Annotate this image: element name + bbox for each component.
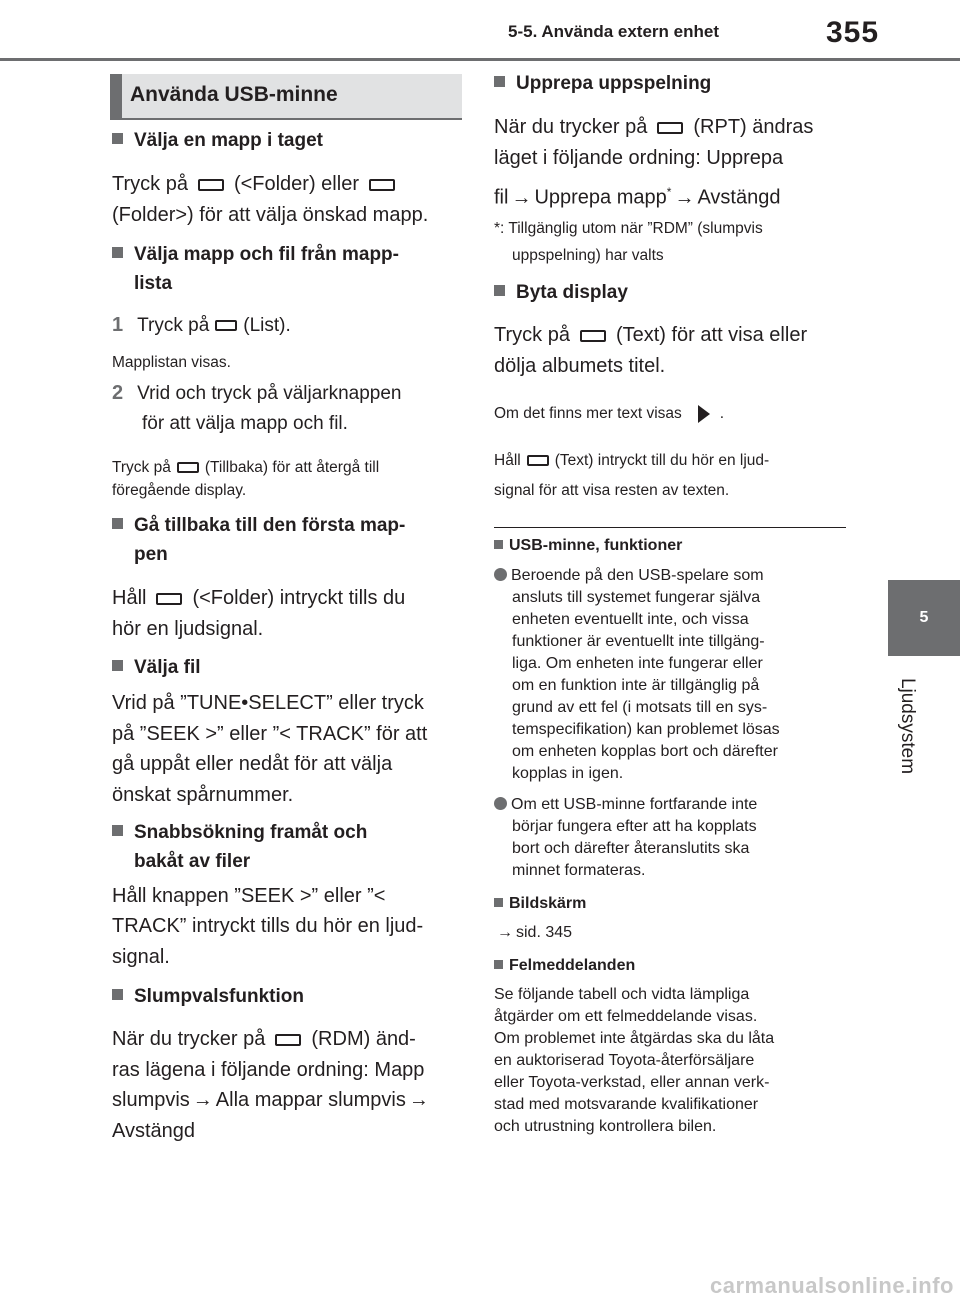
paragraph-first-folder: Håll (<Folder) intryckt tills du [112, 587, 406, 609]
paragraph-folder-cont: (Folder>) för att välja önskad mapp. [112, 204, 429, 226]
paragraph-repeat-2: läget i följande ordning: Upprepa [494, 147, 784, 169]
page-number: 355 [826, 16, 880, 49]
heading-repeat: Upprepa uppspelning [494, 69, 711, 98]
arrow-icon: → [497, 924, 513, 941]
step-2: 2 Vrid och tryck på väljarknappen [112, 382, 402, 404]
button-icon [177, 462, 199, 473]
paragraph-display-2: dölja albumets titel. [494, 355, 666, 377]
heading-fast-seek: Snabbsökning framåt och [112, 818, 367, 847]
paragraph-folder: Tryck på (<Folder) eller [112, 169, 405, 200]
button-icon [580, 330, 606, 342]
footnote: *: Tillgänglig utom när ”RDM” (slumpvis [494, 220, 763, 237]
note-more-text: Om det finns mer text visas . [494, 405, 725, 422]
note-back-cont: föregående display. [112, 482, 247, 499]
heading-square-icon [494, 898, 503, 907]
heading-first-folder: Gå tillbaka till den första map- [112, 511, 405, 540]
heading-square-icon [112, 989, 123, 1000]
heading-square-icon [494, 960, 503, 969]
more-text-icon [698, 405, 710, 423]
heading-square-icon [112, 133, 123, 144]
footnote-cont: uppspelning) har valts [512, 247, 664, 264]
arrow-icon: → [408, 1089, 429, 1111]
paragraph-errors: Se följande tabell och vidta lämpliga åtgärder om ett felmeddelande visas. Om problemet inte åtgärdas ska du låta en auktoriserad Toyota-återförsäljare eller Toyota-verkstad, eller annan verk- stad med motsvarande kvalifikationer och utrustning kontrollera bilen. [494, 986, 775, 1135]
step-2-cont: för att välja mapp och fil. [142, 413, 348, 434]
heading-square-icon [112, 825, 123, 836]
watermark: carmanualsonline.info [710, 1273, 954, 1298]
button-icon [275, 1034, 301, 1046]
note-folder-list: Mapplistan visas. [112, 354, 231, 371]
header-rule [0, 58, 960, 61]
button-icon [215, 320, 237, 331]
section-title-bar [110, 74, 122, 118]
heading-one-folder: Välja en mapp i taget [112, 126, 323, 155]
heading-square-icon [494, 540, 503, 549]
heading-square-icon [112, 247, 123, 258]
note-hold-text-cont: signal för att visa resten av texten. [494, 482, 730, 499]
button-icon [657, 122, 683, 134]
paragraph-fast-seek-2: TRACK” intryckt tills du hör en ljud- [112, 915, 424, 937]
paragraph-display-1: Tryck på (Text) för att visa eller [494, 324, 808, 346]
heading-select-file: Välja fil [112, 653, 201, 682]
note-back: Tryck på (Tillbaka) för att återgå till [112, 459, 380, 476]
paragraph-fast-seek-3: signal. [112, 946, 170, 968]
chapter-label-box [889, 666, 925, 786]
step-1: 1 Tryck på (List). [112, 314, 291, 336]
button-icon [527, 455, 549, 466]
heading-square-icon [494, 76, 505, 87]
button-icon [198, 179, 224, 191]
note-hold-text: Håll (Text) intryckt till du hör en ljud- [494, 452, 770, 469]
reference-link[interactable]: → sid. 345 [494, 922, 572, 944]
chapter-label: Ljudsystem [897, 677, 918, 775]
paragraph-select-file-3: gå uppåt eller nedåt för att välja [112, 753, 393, 775]
paragraph-select-file-4: önskat spårnummer. [112, 784, 294, 806]
paragraph-repeat-1: När du trycker på (RPT) ändras [494, 116, 814, 138]
heading-first-folder-cont: pen [134, 544, 168, 565]
heading-square-icon [112, 660, 123, 671]
heading-fast-seek-cont: bakåt av filer [134, 851, 251, 872]
paragraph-random-1: När du trycker på (RDM) änd- [112, 1028, 416, 1050]
paragraph-random-2: ras lägena i följande ordning: Mapp [112, 1059, 425, 1081]
chapter-tab [888, 580, 960, 656]
arrow-icon: → [511, 186, 532, 209]
button-icon [156, 593, 182, 605]
bullet-usb-1: Beroende på den USB-spelare som ansluts till systemet fungerar själva enheten eventuellt inte, och vissa funktioner är eventuellt inte tillgäng- liga. Om enheten inte fungerar eller om en funktion inte är tillgänglig på grund av ett fel (i motsats till en sys- temspecifikation) kan problemet lösas om enheten kopplas bort och därefter kopplas in igen. [494, 565, 854, 785]
heading-folder-list-cont: lista [134, 273, 173, 294]
paragraph-fast-seek-1: Håll knappen ”SEEK >” eller ”< [112, 885, 386, 907]
paragraph-random-3: slumpvis → Alla mappar slumpvis → [112, 1085, 432, 1116]
note-heading-errors: Felmeddelanden [494, 955, 635, 977]
paragraph-select-file-1: Vrid på ”TUNE•SELECT” eller tryck [112, 692, 424, 714]
paragraph-random-4: Avstängd [112, 1120, 196, 1142]
arrow-icon: → [192, 1089, 213, 1111]
arrow-icon: → [674, 186, 695, 209]
note-heading-display: Bildskärm [494, 893, 586, 915]
note-heading-usb: USB-minne, funktioner [494, 535, 682, 557]
section-header: 5-5. Använda extern enhet [508, 22, 719, 41]
notes-divider [494, 527, 846, 528]
heading-square-icon [112, 518, 123, 529]
bullet-icon [494, 568, 507, 581]
bullet-icon [494, 797, 507, 810]
paragraph-select-file-2: på ”SEEK >” eller ”< TRACK” för att [112, 723, 428, 745]
chapter-number: 5 [919, 609, 929, 626]
heading-display: Byta display [494, 278, 628, 307]
heading-folder-list: Välja mapp och fil från mapp- [112, 240, 399, 269]
bullet-usb-2: Om ett USB-minne fortfarande inte börjar fungera efter att ha kopplats bort och därefter återanslutits ska minnet formateras. [494, 794, 854, 882]
section-title: Använda USB-minne [130, 83, 338, 106]
button-icon [369, 179, 395, 191]
paragraph-first-folder-cont: hör en ljudsignal. [112, 618, 264, 640]
heading-square-icon [494, 285, 505, 296]
heading-random: Slumpvalsfunktion [112, 982, 304, 1011]
paragraph-repeat-3: fil → Upprepa mapp* → Avstängd [494, 177, 780, 214]
